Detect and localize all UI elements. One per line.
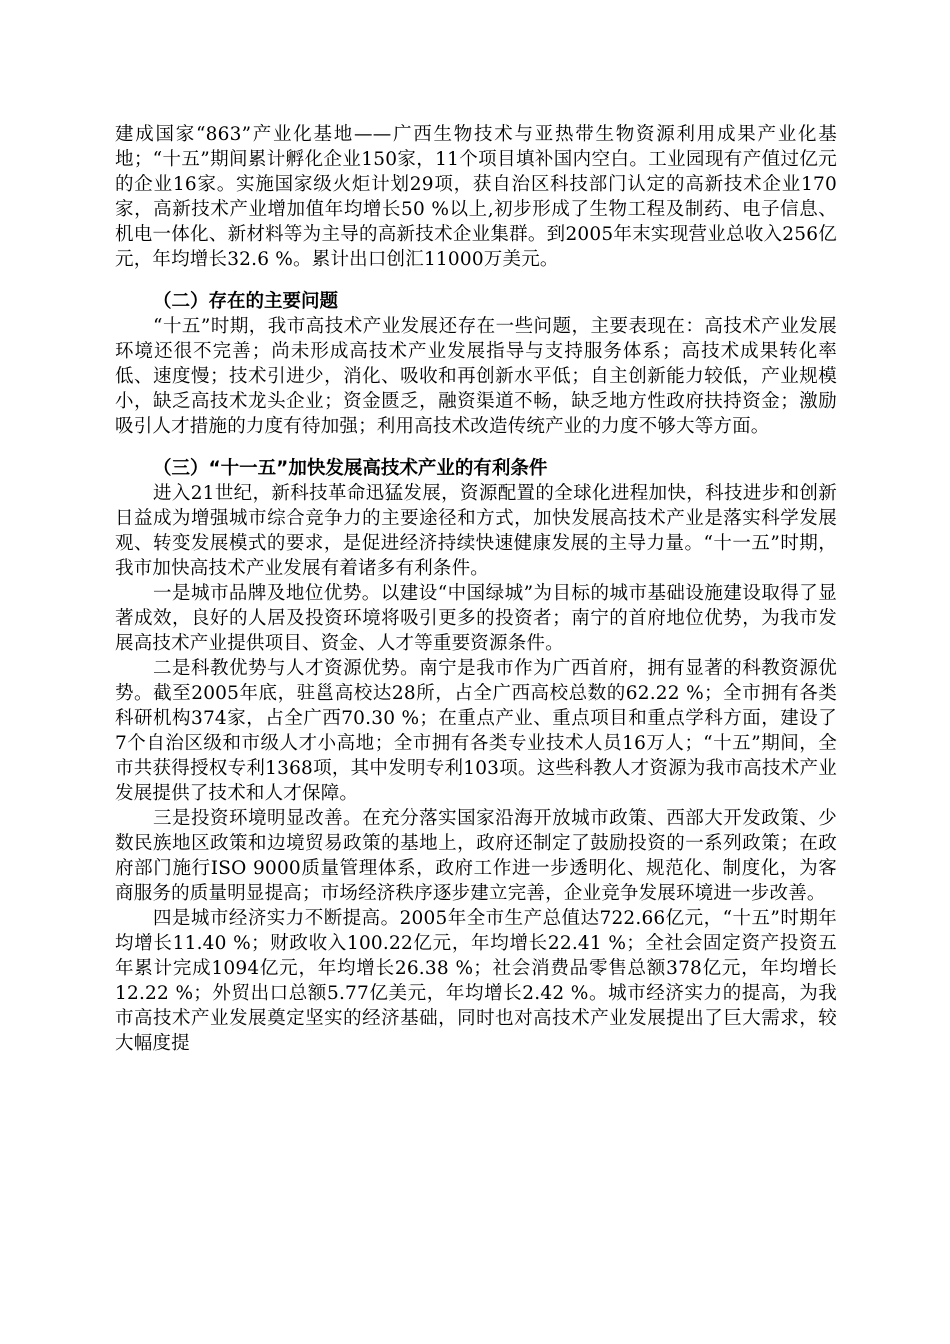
section-heading-favorable-conditions: （三）“十一五”加快发展高技术产业的有利条件 — [153, 458, 548, 479]
section-heading-problems: （二）存在的主要问题 — [153, 291, 339, 312]
paragraph-problems: “十五”时期，我市高技术产业发展还存在一些问题，主要表现在：高技术产业发展环境还很不完善；尚未形成高技术产业发展指导与支持服务体系；高技术成果转化率低、速度慢；技术引进少，消化、吸收和再创新水平低；自主创新能力较低，产业规模小，缺乏高技术龙头企业；资金匮乏，融资渠道不畅，缺乏地方性政府扶持资金；激励吸引人才措施的力度有待加强；利用高技术改造传统产业的力度不够大等方面。 — [115, 316, 837, 437]
paragraph-education-talent: 二是科教优势与人才资源优势。南宁是我市作为广西首府，拥有显著的科教资源优势。截至2005年底，驻邕高校达28所，占全广西高校总数的62.22 %；全市拥有各类科研机构374家，占全广西70.30 %；在重点产业、重点项目和重点学科方面，建设了7个自治区级和市级人才小高地；全市拥有各类专业技术人员16万人；“十五”期间，全市共获得授权专利1368项，其中发明专利103项。这些科教人才资源为我市高技术产业发展提供了技术和人才保障。 — [115, 658, 837, 804]
paragraph-city-brand: 一是城市品牌及地位优势。以建设“中国绿城”为目标的城市基础设施建设取得了显著成效，良好的人居及投资环境将吸引更多的投资者；南宁的首府地位优势，为我市发展高技术产业提供项目、资金、人才等重要资源条件。 — [115, 583, 837, 654]
paragraph-conditions-intro: 进入21世纪，新科技革命迅猛发展，资源配置的全球化进程加快，科技进步和创新日益成为增强城市综合竞争力的主要途径和方式，加快发展高技术产业是落实科学发展观、转变发展模式的要求，是促进经济持续快速健康发展的主导力量。“十一五”时期，我市加快高技术产业发展有着诸多有利条件。 — [115, 483, 837, 579]
paragraph-investment-environment: 三是投资环境明显改善。在充分落实国家沿海开放城市政策、西部大开发政策、少数民族地区政策和边境贸易政策的基地上，政府还制定了鼓励投资的一系列政策；在政府部门施行ISO 9000质量管理体系，政府工作进一步透明化、规范化、制度化，为客商服务的质量明显提高；市场经济秩序逐步建立完善，企业竞争发展环境进一步改善。 — [115, 808, 837, 904]
paragraph-base-achievements: 建成国家“863”产业化基地——广西生物技术与亚热带生物资源利用成果产业化基地；“十五”期间累计孵化企业150家，11个项目填补国内空白。工业园现有产值过亿元的企业16家。实施国家级火炬计划29项，获自治区科技部门认定的高新技术企业170家，高新技术产业增加值年均增长50 %以上,初步形成了生物工程及制药、电子信息、机电一体化、新材料等为主导的高新技术企业集群。到2005年末实现营业总收入256亿元，年均增长32.6 %。累计出口创汇11000万美元。 — [115, 124, 837, 270]
document-page — [115, 122, 837, 1056]
spacer — [115, 439, 837, 456]
paragraph-economic-strength: 四是城市经济实力不断提高。2005年全市生产总值达722.66亿元，“十五”时期年均增长11.40 %；财政收入100.22亿元，年均增长22.41 %；全社会固定资产投资五年累计完成1094亿元，年均增长26.38 %；社会消费品零售总额378亿元，年均增长12.22 %；外贸出口总额5.77亿美元，年均增长2.42 %。城市经济实力的提高，为我市高技术产业发展奠定坚实的经济基础，同时也对高技术产业发展提出了巨大需求，较大幅度提 — [115, 908, 837, 1054]
spacer — [115, 272, 837, 289]
